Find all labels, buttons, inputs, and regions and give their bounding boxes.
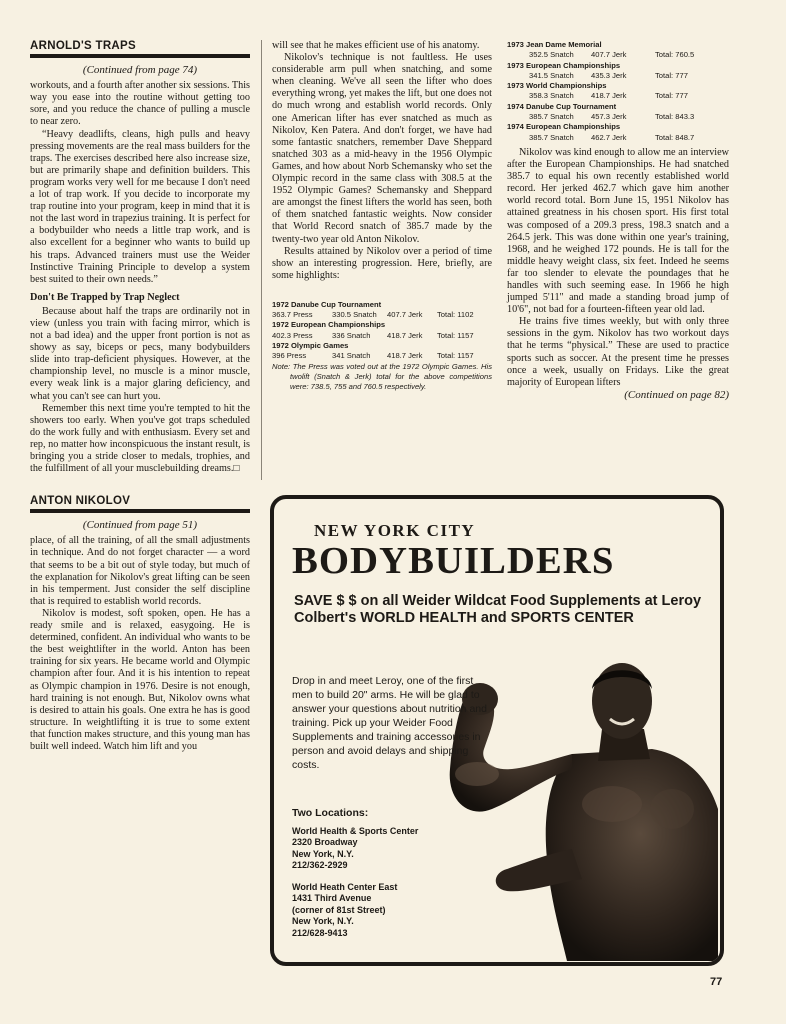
anton-nikolov-header: ANTON NIKOLOV bbox=[30, 495, 250, 513]
stats-snatch: 385.7 Snatch bbox=[529, 132, 574, 142]
locations-header: Two Locations: bbox=[292, 807, 369, 819]
location-1-street: 2320 Broadway bbox=[292, 837, 358, 847]
stats-row bbox=[272, 310, 492, 320]
column-left bbox=[30, 40, 250, 753]
stats-title: 1972 Olympic Games bbox=[272, 341, 349, 351]
anton-paragraph-1: place, of all the training, of all the small adjustments in technique. And do not forget character — a word that seems to be a bit out of style today, but much of the explanation for Nikolov's great lifting can be seen in his temperment. Just consider the self discipline that is required to establish world records. bbox=[30, 535, 250, 607]
stats-snatch: 352.5 Snatch bbox=[529, 50, 574, 60]
location-2-city: New York, N.Y. bbox=[292, 916, 354, 926]
stats-title: 1974 Danube Cup Tournament bbox=[507, 101, 617, 111]
column-middle bbox=[272, 40, 492, 395]
stats-jerk: 407.7 Jerk bbox=[591, 50, 627, 60]
stats-note: Note: The Press was voted out at the 1972 Olympic Games. His twolift (Snatch & Jerk) total for the above competitions were: 738.5, 755 and 760.5 respectively. bbox=[272, 361, 492, 392]
continued-on-page: (Continued on page 82) bbox=[624, 388, 729, 401]
stats-press: 402.3 Press bbox=[272, 330, 313, 340]
stats-table-1972 bbox=[272, 300, 492, 393]
stats-entry bbox=[507, 61, 729, 82]
stats-snatch: 336 Snatch bbox=[332, 330, 371, 340]
col2-paragraph-2: Nikolov's technique is not faultless. He uses considerable arm pull when snatching, and some when cleaning. We've all seen the lifter who does everything wrong, yet makes the lift, but one does not do much wrong and establish world records. Only one American lifter has ever snatched as much as Nikolov, Ken Patera. And don't forget, we have had some fantastic snatchers, remember Dave Sheppard snatched 303 as a mid-heavy in the 1956 Olympic Games, and how about Norb Schemansky who set the Olympic record in the same class with 308.5 at the 1952 Olympic Games? Schemansky and Sheppard are amongst the finest lifters the world has seen, both of them snatched fantastic weights. Now consider that World Record snatch of 385.7 made by the twenty-two year old Anton Nikolov. bbox=[272, 52, 492, 245]
stats-jerk: 435.3 Jerk bbox=[591, 70, 627, 80]
stats-snatch: 358.3 Snatch bbox=[529, 91, 574, 101]
arnold-paragraph-4-text: Remember this next time you're tempted to hit the showers too early. When you've got traps scheduled do the work fully and with enthusiasm. Every set and rep, no matter how inconspicuous the instant result, is bringing you a stride closer to medals, trophies, and the fulfillment of all your musclebuilding dreams. bbox=[30, 402, 250, 475]
column-divider bbox=[261, 40, 262, 480]
stats-title: 1972 European Championships bbox=[272, 320, 386, 330]
location-1-name: World Health & Sports Center bbox=[292, 825, 419, 836]
stats-jerk: 418.7 Jerk bbox=[387, 351, 423, 361]
stats-entry bbox=[507, 102, 729, 123]
stats-entry bbox=[507, 81, 729, 102]
stats-row bbox=[272, 331, 492, 341]
stats-title: 1973 European Championships bbox=[507, 60, 621, 70]
arnold-paragraph-1: workouts, and a fourth after another six sessions. This way you ease into the routine without getting too sore, and you reduce the chance of pulling a muscle to near zero. bbox=[30, 80, 250, 128]
stats-table-1973-74 bbox=[507, 40, 729, 143]
stats-title: 1973 Jean Dame Memorial bbox=[507, 40, 602, 49]
stats-jerk: 462.7 Jerk bbox=[591, 132, 627, 142]
stats-title: 1972 Danube Cup Tournament bbox=[272, 299, 382, 309]
location-1 bbox=[292, 826, 492, 872]
stats-total: Total: 777 bbox=[655, 70, 688, 80]
arnold-paragraph-4 bbox=[30, 403, 250, 476]
stats-row bbox=[507, 71, 729, 81]
arnold-paragraph-2: “Heavy deadlifts, cleans, high pulls and heavy pressing movements are the real mass builders for the traps. The exercises described here also increase size, but are primarily shape and definition builders. This program works very well for me because I don't need a lot of trap work. If you decide to incorporate my trap routine into your program, keep in mind that it is not the last word in trapezius training. It is perfect for a bodybuilder who needs a little trap work, and is also excellent for a beginner who wants to build up his traps. Advanced trainers must use the Weider Instinctive Training Principle to develop a system best suited to their own needs.” bbox=[30, 128, 250, 285]
stats-entry bbox=[507, 122, 729, 143]
stats-jerk: 418.7 Jerk bbox=[387, 330, 423, 340]
anton-paragraph-2: Nikolov is modest, soft spoken, open. He has a ready smile and is relaxed, easygoing. He is determined, confident. An individual who wants to be the best weightlifter in the world. Anton has been training for six years. He became world and Olympic champion after four. And it is his intention to repeat as Olympic champion in 1976. Desire is not enough, hard training is not enough. But, Nikolov owns what is desired to attain his goals. One extra he has is good structure. In weightlifting it is true to some extent that function makes structure, and this young man has built well indeed. Watch him lift and you bbox=[30, 607, 250, 752]
stats-row bbox=[272, 351, 492, 361]
stats-total: Total: 843.3 bbox=[655, 112, 695, 122]
ad-locations bbox=[292, 808, 492, 949]
stats-press: 363.7 Press bbox=[272, 310, 313, 320]
ad-nyc-title: NEW YORK CITY bbox=[314, 521, 476, 540]
ad-save-text: SAVE $ $ on all Weider Wildcat Food Supplements at Leroy Colbert's WORLD HEALTH and SPORTS CENTER bbox=[294, 593, 702, 626]
ad-headline: BODYBUILDERS bbox=[292, 540, 615, 582]
stats-press: 396 Press bbox=[272, 351, 307, 361]
stats-row bbox=[507, 112, 729, 122]
col3-paragraph-2: He trains five times weekly, but with only three sessions in the gym. Nikolov has two workout days that he terms “physical.” These are used to practice sports such as soccer. At the present time he presses once a week, usually on Fridays. Like the great majority of European lifters bbox=[507, 316, 729, 388]
stats-row bbox=[507, 50, 729, 60]
col3-paragraph-1: Nikolov was kind enough to allow me an interview after the European Championships. He had snatched 385.7 to equal his own recently established world record. Her jerked 462.7 which gave him another world record total. Born June 15, 1951 Nikolov has attained greatness in his chosen sport. His first total was composed of a 209.3 press, 198.3 snatch and a 264.5 jerk. This was done within one year's training, 1968, and he weighed 172 pounds. He is tall for the middle heavy weight class, six feet. Indeed he seems far too slender to elevate the poundages that he handles with such seeming ease. In 1966 he high jumped 5'11" and made a standing broad jump of 10'6", not bad for a fourteen-fifteen year old lad. bbox=[507, 146, 729, 316]
stats-total: Total: 1102 bbox=[437, 310, 474, 320]
arnold-traps-header: ARNOLD'S TRAPS bbox=[30, 40, 250, 58]
stats-title: 1973 World Championships bbox=[507, 81, 607, 91]
location-2-corner: (corner of 81st Street) bbox=[292, 904, 386, 915]
location-2-street: 1431 Third Avenue bbox=[292, 893, 372, 903]
stats-total: Total: 848.7 bbox=[655, 132, 695, 142]
location-1-phone: 212/362-2929 bbox=[292, 860, 348, 870]
stats-total: Total: 1157 bbox=[437, 330, 474, 340]
end-mark-icon: □ bbox=[233, 463, 240, 475]
stats-jerk: 457.3 Jerk bbox=[591, 112, 627, 122]
stats-snatch: 341.5 Snatch bbox=[529, 70, 574, 80]
arnold-paragraph-3: Because about half the traps are ordinarily not in view (unless you train with facing mirror, which is not a bad idea) and the upper front portion is not as showy as say, biceps or pecs, many bodybuilders slide into trap-deficient physiques. However, at the championship level, no muscle is a minor muscle, every weak link is a major glaring deficiency, and what you can't see can hurt you. bbox=[30, 305, 250, 402]
stats-snatch: 330.5 Snatch bbox=[332, 310, 377, 320]
stats-snatch: 385.7 Snatch bbox=[529, 112, 574, 122]
stats-total: Total: 1157 bbox=[437, 351, 474, 361]
location-2-name: World Heath Center East bbox=[292, 881, 398, 892]
column-right bbox=[507, 40, 729, 401]
arnold-continued-from: (Continued from page 74) bbox=[82, 64, 198, 77]
location-1-city: New York, N.Y. bbox=[292, 848, 354, 859]
stats-entry bbox=[272, 300, 492, 321]
bodybuilders-ad bbox=[270, 495, 724, 966]
ad-body-text: Drop in and meet Leroy, one of the first men to build 20" arms. He will be glad to answer your questions about nutrition and training. Pick up your Weider Food Supplements and training accessories in person and avoid delays and shipping costs. bbox=[292, 675, 487, 771]
stats-total: Total: 760.5 bbox=[655, 50, 695, 60]
page-number: 77 bbox=[710, 976, 723, 988]
stats-jerk: 407.7 Jerk bbox=[387, 310, 423, 320]
stats-jerk: 418.7 Jerk bbox=[591, 91, 627, 101]
arnold-subhead: Don't Be Trapped by Trap Neglect bbox=[30, 291, 180, 303]
stats-title: 1974 European Championships bbox=[507, 122, 621, 132]
stats-snatch: 341 Snatch bbox=[332, 351, 371, 361]
stats-entry bbox=[272, 320, 492, 341]
location-2 bbox=[292, 882, 492, 940]
stats-entry bbox=[272, 341, 492, 362]
stats-total: Total: 777 bbox=[655, 91, 688, 101]
col2-paragraph-3: Results attained by Nikolov over a period of time show an interesting progression. Here, briefly, are some highlights: bbox=[272, 245, 492, 281]
location-2-phone: 212/628-9413 bbox=[292, 927, 348, 938]
stats-entry bbox=[507, 40, 729, 61]
stats-row bbox=[507, 91, 729, 101]
anton-continued-from: (Continued from page 51) bbox=[82, 519, 198, 532]
stats-row bbox=[507, 133, 729, 143]
col2-paragraph-1: will see that he makes efficient use of his anatomy. bbox=[272, 40, 480, 51]
